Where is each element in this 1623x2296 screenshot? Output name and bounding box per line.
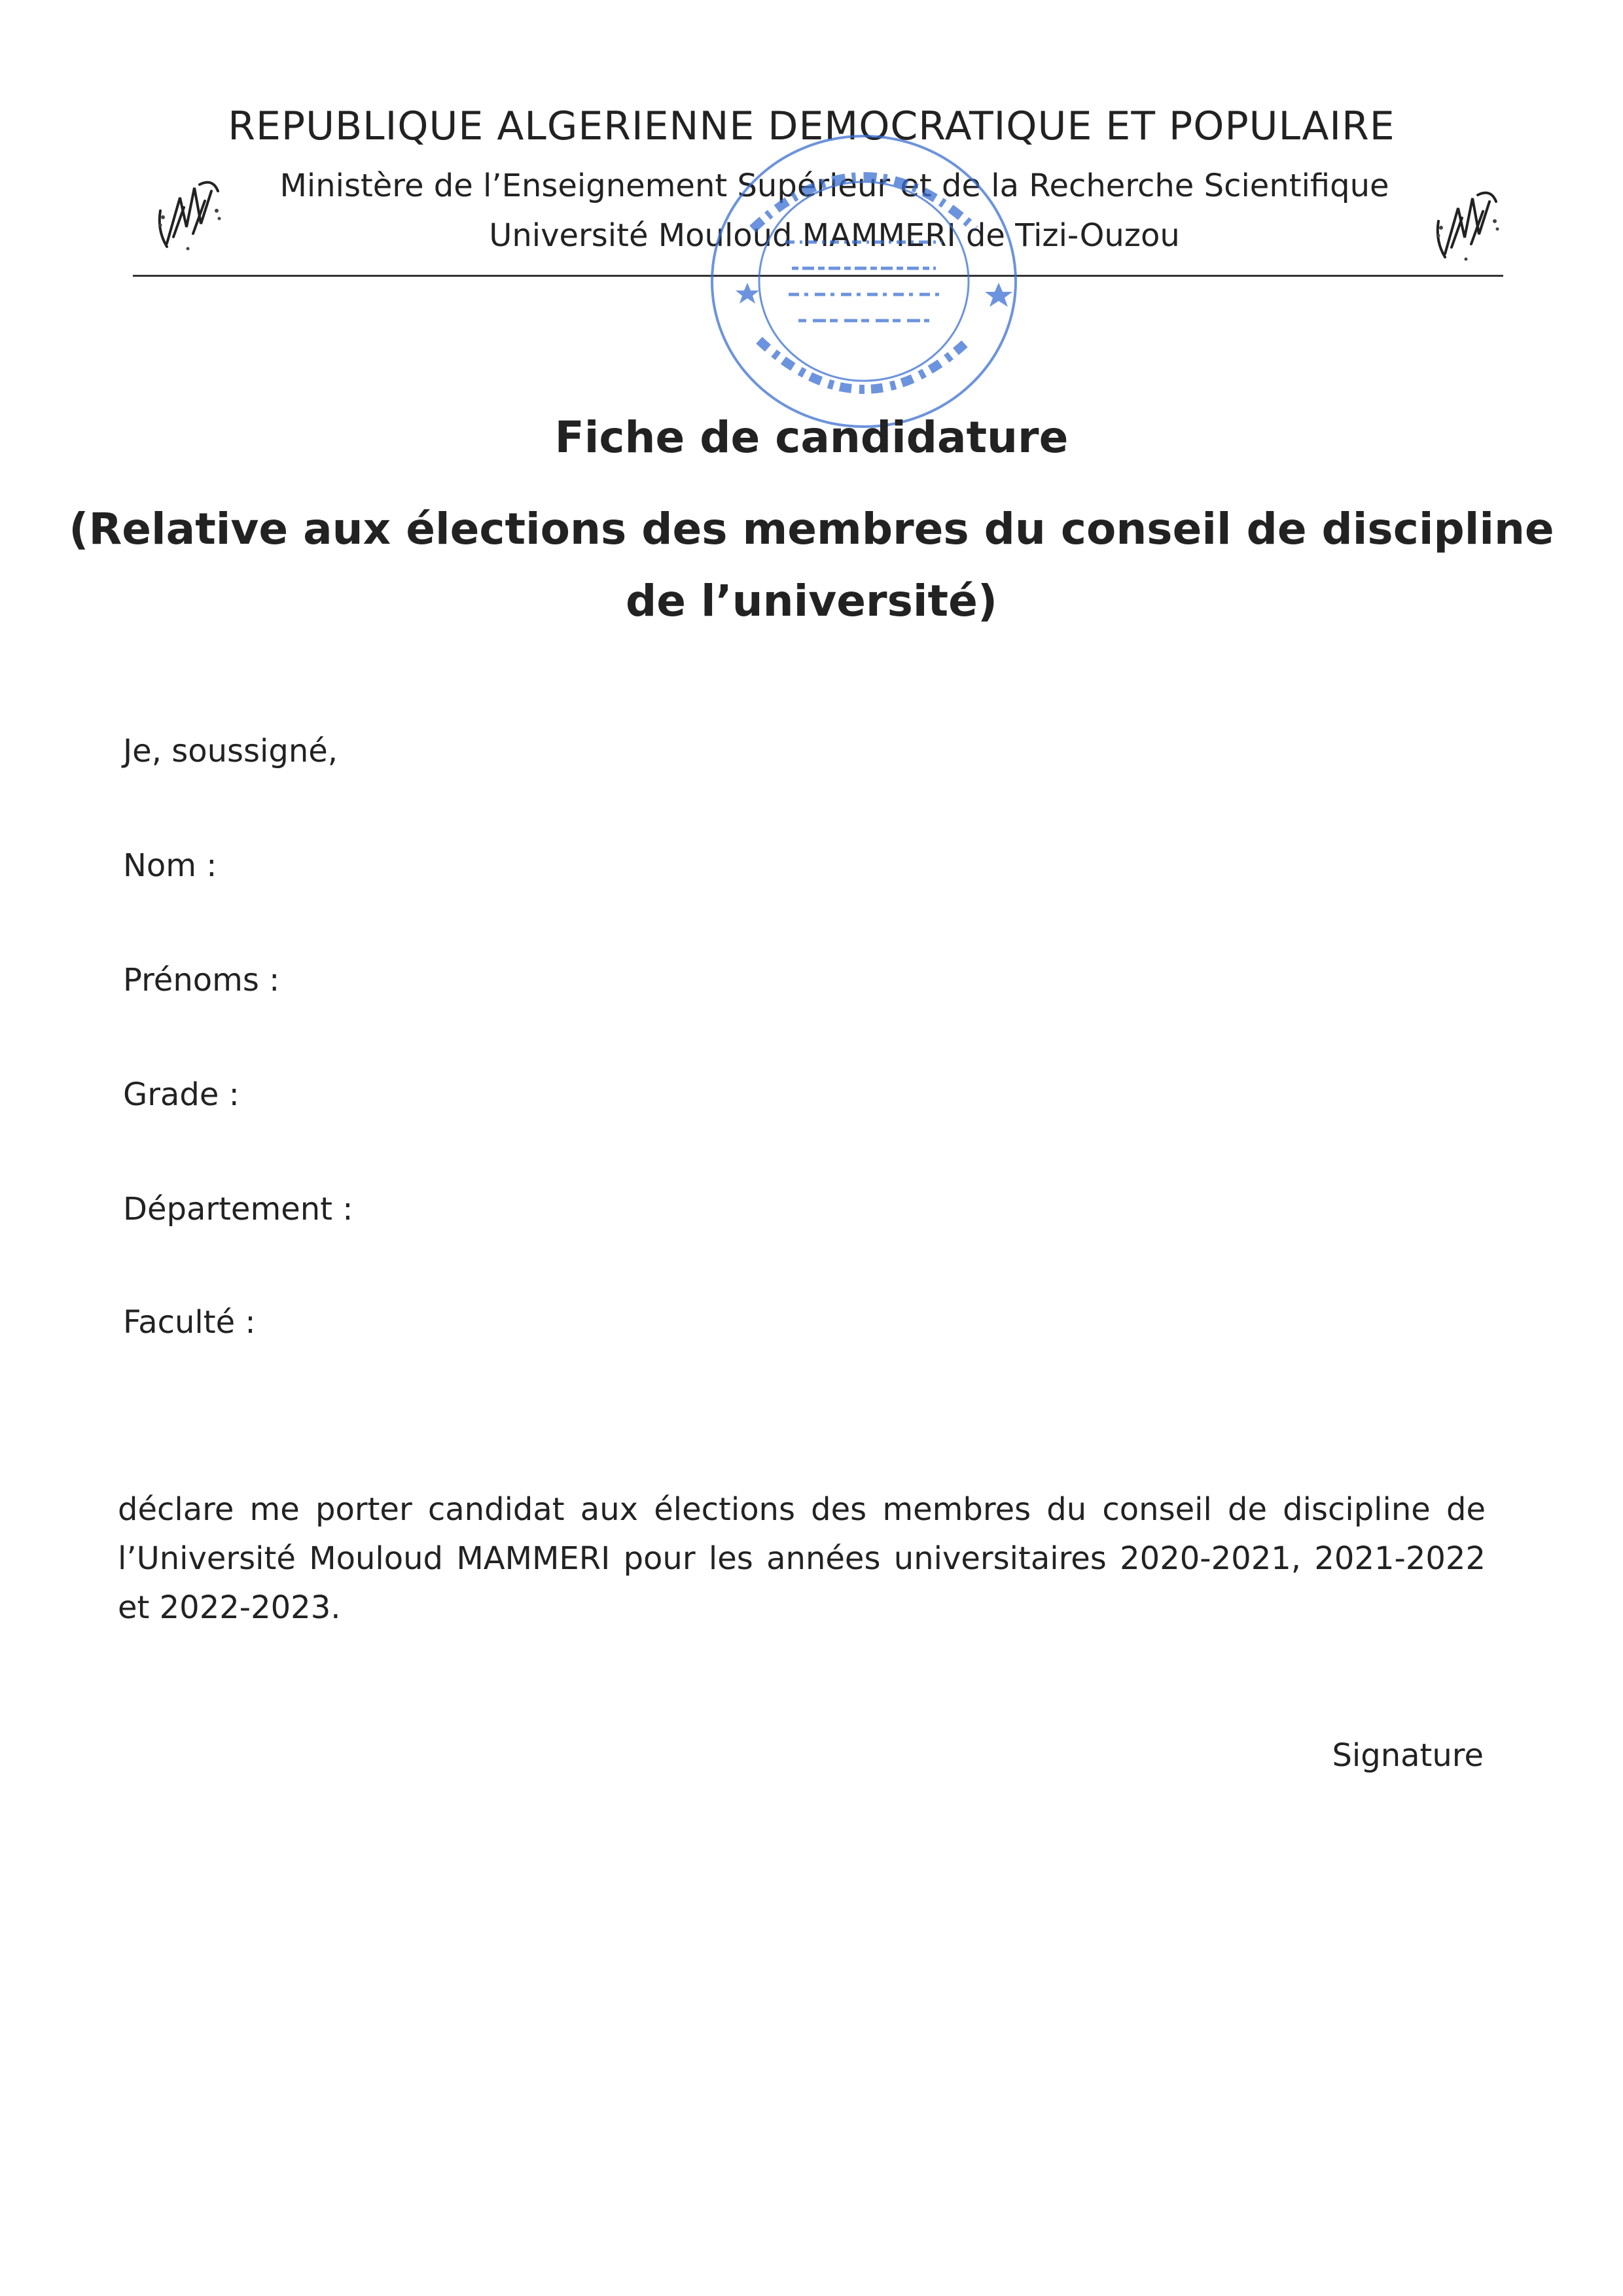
field-grade-label: Grade : (123, 1076, 240, 1113)
document-subtitle-line-1: (Relative aux élections des membres du conseil de discipline (69, 504, 1554, 554)
header-republic: REPUBLIQUE ALGERIENNE DEMOCRATIQUE ET POPULAIRE (228, 103, 1395, 149)
declaration-paragraph: déclare me porter candidat aux élections des membres du conseil de discipline de l’Université Mouloud MAMMERI pour les années universitaires 2020-2021, 2021-2022 et 2022-2023. (118, 1491, 1486, 1626)
field-faculte-label: Faculté : (123, 1304, 256, 1341)
header-university: Université Mouloud MAMMERI de Tizi-Ouzou (489, 217, 1180, 254)
document-subtitle-line-2: de l’université) (626, 576, 997, 626)
header-ministry: Ministère de l’Enseignement Supérieur et de la Recherche Scientifique (279, 168, 1389, 204)
official-stamp (707, 131, 1021, 432)
field-nom-label: Nom : (123, 847, 217, 884)
field-departement-label: Département : (123, 1191, 353, 1227)
signature-label: Signature (1332, 1737, 1484, 1774)
document-title: Fiche de candidature (554, 412, 1069, 463)
intro-text: Je, soussigné, (123, 733, 338, 769)
field-prenoms-label: Prénoms : (123, 962, 280, 998)
